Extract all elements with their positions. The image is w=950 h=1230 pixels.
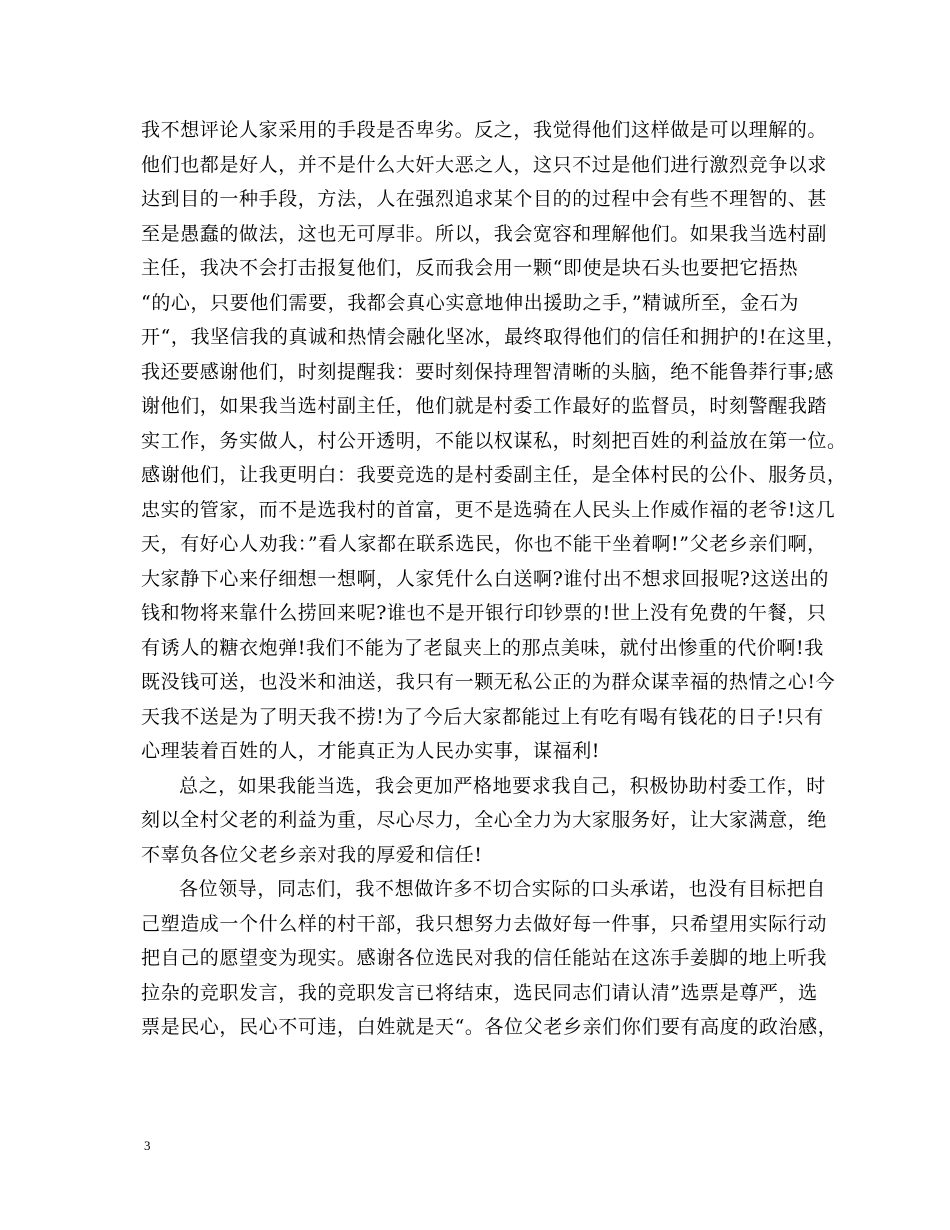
text-line-indented [141, 769, 826, 804]
text-line: 天我不送是为了明天我不捞!为了今后大家都能过上有吃有喝有钱花的日子!只有 [141, 705, 824, 728]
text-line: 既没钱可送，也没米和油送，我只有一颗无私公正的为群众谋幸福的热情之心!今 [141, 671, 836, 693]
text-line: “的心，只要他们需要，我都会真心实意地伸出援助之手，”精诚所至，金石为 [141, 291, 799, 314]
body-text [141, 113, 847, 1045]
text-line: 刻以全村父老的利益为重，尽心尽力，全心全力为大家服务好，让大家满意，绝 [141, 809, 828, 831]
text-line: 他们也都是好人，并不是什么大奸大恶之人，这只不过是他们进行激烈竞争以求 [141, 153, 828, 176]
text-line: 把自己的愿望变为现实。感谢各位选民对我的信任能站在这冻手姜脚的地上听我 [141, 947, 828, 969]
text-line: 感谢他们，让我更明白：我要竞选的是村委副主任，是全体村民的公仆、服务员， [141, 464, 847, 486]
text-line: 忠实的管家，而不是选我村的首富，更不是选骑在人民头上作威作福的老爷!这几 [141, 498, 836, 521]
text-line: 天，有好心人劝我：”看人家都在联系选民，你也不能干坐着啊!”父老乡亲们啊， [141, 533, 827, 555]
paragraph-1 [141, 113, 847, 769]
text-line-content: 各位领导，同志们，我不想做许多不切合实际的口头承诺，也没有目标把自 [179, 878, 826, 900]
text-line: 开“，我坚信我的真诚和热情会融化坚冰，最终取得他们的信任和拥护的!在这里， [141, 326, 846, 348]
text-line-content: 总之，如果我能当选，我会更加严格地要求我自己，积极协助村委工作，时 [179, 774, 826, 797]
text-line: 我还要感谢他们，时刻提醒我：要时刻保持理智清晰的头脑，绝不能鲁莽行事;感 [141, 360, 835, 383]
paragraph-2 [141, 769, 828, 873]
text-line: 大家静下心来仔细想一想啊，人家凭什么白送啊?谁付出不想求回报呢?这送出的 [141, 567, 829, 590]
text-line: 至是愚蠢的做法，这也无可厚非。所以，我会宽容和理解他们。如果我当选村副 [141, 222, 828, 245]
text-line-indented [141, 872, 826, 907]
text-line: 钱和物将来靠什么捞回来呢?谁也不是开银行印钞票的!世上没有免费的午餐，只 [141, 602, 827, 624]
text-line: 达到目的一种手段，方法，人在强烈追求某个目的的过程中会有些不理智的、甚 [141, 188, 828, 210]
text-line: 不辜负各位父老乡亲对我的厚爱和信任! [141, 843, 483, 866]
page-number: 3 [144, 1138, 151, 1153]
text-line: 有诱人的糖衣炮弹!我们不能为了老鼠夹上的那点美味，就付出惨重的代价啊!我 [141, 636, 824, 659]
text-line: 谢他们，如果我当选村副主任，他们就是村委工作最好的监督员，时刻警醒我踏 [141, 395, 828, 417]
text-line: 票是民心，民心不可违，白姓就是天“。各位父老乡亲们你们要有高度的政治感， [141, 1016, 838, 1038]
text-line: 己塑造成一个什么样的村干部，我只想努力去做好每一件事，只希望用实际行动 [141, 912, 828, 935]
text-line: 实工作，务实做人，村公开透明，不能以权谋私，时刻把百姓的利益放在第一位。 [141, 429, 847, 452]
text-line: 拉杂的竞职发言，我的竞职发言已将结束，选民同志们请认清”选票是尊严，选 [141, 981, 818, 1004]
paragraph-3 [141, 872, 838, 1045]
text-line: 心理装着百姓的人，才能真正为人民办实事，谋福利! [141, 740, 601, 762]
text-line: 我不想评论人家采用的手段是否卑劣。反之，我觉得他们这样做是可以理解的。 [141, 119, 828, 141]
text-line: 主任，我决不会打击报复他们，反而我会用一颗“即使是块石头也要把它捂热 [141, 257, 799, 279]
